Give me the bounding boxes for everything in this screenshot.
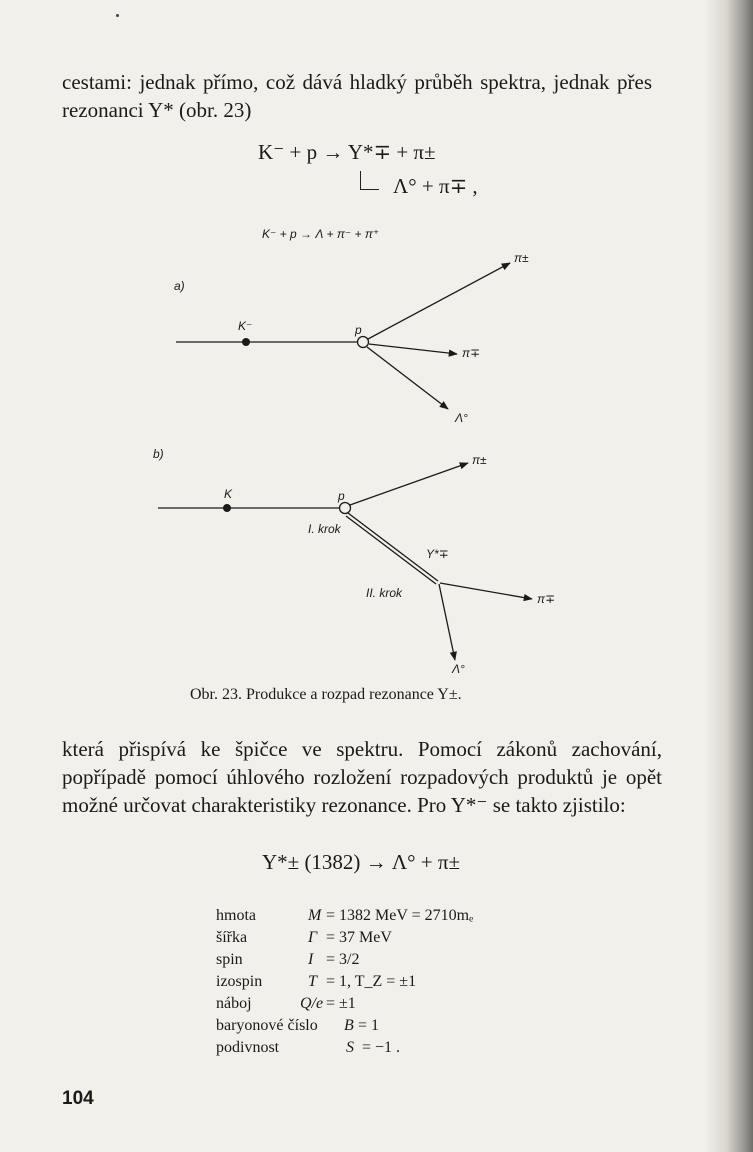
property-symbol: Q/e [300, 995, 324, 1012]
page-number: 104 [62, 1088, 94, 1109]
property-value: = 37 MeV [326, 929, 392, 946]
b-pi-top-track [350, 463, 468, 505]
property-value: = 1382 MeV = 2710mₑ [326, 907, 474, 924]
property-name: hmota [216, 907, 256, 924]
b-ystar-track-2 [346, 516, 436, 584]
property-value: = 1 [358, 1017, 380, 1034]
b-pi-top-label: π± [472, 453, 487, 467]
b-k-label: K [224, 487, 233, 501]
property-name: podivnost [216, 1039, 280, 1056]
property-value: = −1 . [362, 1039, 401, 1056]
b-proton-label: p [338, 489, 345, 503]
a-pi-top-label: π± [514, 251, 529, 265]
property-symbol: T [308, 973, 317, 990]
a-pi-mid-track [369, 344, 457, 354]
panel-b-label: b) [153, 447, 164, 461]
property-name: baryonové číslo [216, 1017, 318, 1034]
property-value: = 1, T_Z = ±1 [326, 973, 417, 990]
b-k-dot [223, 504, 231, 512]
intro-paragraph: cestami: jednak přímo, což dává hladký průběh spektra, jednak přes rezonanci Y* (obr. 23) [62, 70, 652, 122]
property-symbol: M [308, 907, 322, 924]
b-ystar-track-1 [348, 513, 438, 581]
b-pi-right-track [440, 583, 532, 599]
a-lambda-label: Λ° [455, 411, 468, 425]
property-name: šířka [216, 929, 248, 946]
figure-caption: Obr. 23. Produkce a rozpad rezonance Y±. [190, 686, 462, 703]
a-pi-top-track [368, 263, 510, 339]
a-kminus-label: K⁻ [238, 319, 253, 333]
b-pi-right-label: π∓ [537, 592, 556, 606]
property-value: = 3/2 [326, 951, 360, 968]
panel-a-label: a) [174, 279, 185, 293]
property-symbol: Γ [308, 929, 318, 946]
property-symbol: S [346, 1039, 354, 1056]
a-proton-label: p [355, 323, 362, 337]
property-symbol: B [344, 1017, 354, 1034]
reaction-label: K⁻ + p → Λ + π⁻ + π⁺ [262, 227, 380, 241]
b-ystar-label: Y*∓ [426, 547, 449, 561]
property-name: izospin [216, 973, 263, 990]
main-paragraph: která přispívá ke špičce ve spektru. Pomocí zákonů zachování, popřípadě pomocí úhlového rozložení rozpadových produktů je opět možné určovat charakteristiky rezonance. Pro Y*⁻ se takto zjistilo: [62, 737, 662, 817]
equation-production: K⁻ + p → Y*∓ + π± [258, 140, 436, 164]
b-lambda-label: Λ° [452, 662, 465, 676]
a-proton-vertex [358, 337, 369, 348]
b-step2-label: II. krok [366, 586, 403, 600]
property-symbol: I [308, 951, 314, 968]
b-step1-label: I. krok [308, 522, 341, 536]
property-value: = ±1 [326, 995, 356, 1012]
b-lambda-track [439, 584, 455, 660]
equation-decay-text: Λ° + π∓ , [393, 174, 478, 198]
b-proton-vertex [340, 503, 351, 514]
a-kminus-dot [242, 338, 250, 346]
equation-resonance: Y*± (1382) → Λ° + π± [262, 850, 461, 874]
property-name: náboj [216, 995, 252, 1012]
a-lambda-track [367, 347, 448, 409]
property-name: spin [216, 951, 243, 968]
a-pi-mid-label: π∓ [462, 346, 481, 360]
